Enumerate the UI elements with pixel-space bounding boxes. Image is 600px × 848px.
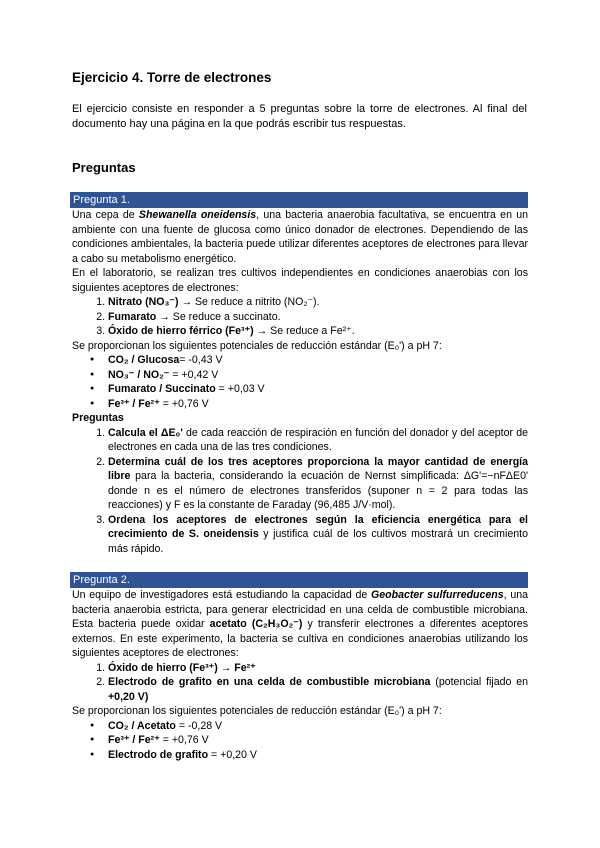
- list-item: ● Fe³⁺ / Fe²⁺ = +0,76 V: [108, 733, 528, 748]
- question-1-body: [72, 208, 528, 556]
- list-item: 2. Electrodo de grafito en una celda de combustible microbiana (potencial fijado en +0,20 V): [108, 675, 528, 704]
- list-item: ● Fe³⁺ / Fe²⁺ = +0,76 V: [108, 397, 528, 412]
- q2-paragraph-1: Un equipo de investigadores está estudiando la capacidad de Geobacter sulfurreducens, una bacteria anaerobia estricta, para generar electricidad en una celda de combustible microbiana. Esta bacteria puede oxidar acetato (C₂H₃O₂⁻) y transferir electrones a diferentes aceptores externos. En este experimento, la bacteria se cultiva en condiciones anaerobias utilizando los siguientes aceptores de electrones:: [72, 589, 529, 659]
- list-item: 2. Determina cuál de los tres aceptores proporciona la mayor cantidad de energía libre para la bacteria, considerando la ecuación de Nernst simplificada: ΔG'=−nFΔE0' donde n es el número de electrones transferidos (suponer n = 2 para todas las reacciones) y F es la constante de Faraday (96,485 J/V·mol).: [108, 455, 528, 513]
- question-2-body: [72, 588, 528, 762]
- q1-potential-list: [72, 353, 528, 411]
- q2-paragraph-3: Se proporcionan los siguientes potenciales de reducción estándar (E₀') a pH 7:: [72, 705, 442, 717]
- q1-acceptor-list: [72, 295, 528, 339]
- intro-paragraph: El ejercicio consiste en responder a 5 preguntas sobre la torre de electrones. Al final del documento hay una página en la que podrás escribir tus respuestas.: [72, 103, 527, 130]
- list-item: ● Fumarato / Succinato = +0,03 V: [108, 382, 528, 397]
- q1-question-list: [72, 426, 528, 557]
- list-item: 1. Calcula el ΔE₀' de cada reacción de respiración en función del donador y del aceptor de electrones en cada una de las tres condiciones.: [108, 426, 528, 455]
- q2-potential-list: [72, 719, 528, 763]
- list-item: 1. Óxido de hierro (Fe³⁺) → Fe²⁺: [108, 661, 528, 676]
- list-item: ● CO₂ / Glucosa= -0,43 V: [108, 353, 528, 368]
- q2-acceptor-list: [72, 661, 528, 705]
- list-item: 2. Fumarato → Se reduce a succinato.: [108, 310, 528, 325]
- q1-sub-header: Preguntas: [72, 412, 124, 424]
- question-1-header: Pregunta 1.: [70, 192, 528, 208]
- list-item: 3. Ordena los aceptores de electrones según la eficiencia energética para el crecimiento de S. oneidensis y justifica cuál de los cultivos mostrará un crecimiento más rápido.: [108, 513, 528, 557]
- document-title: Ejercicio 4. Torre de electrones: [72, 70, 272, 85]
- q1-paragraph-2: En el laboratorio, se realizan tres cultivos independientes en condiciones anaerobias con los siguientes aceptores de electrones:: [72, 267, 528, 294]
- list-item: ● NO₃⁻ / NO₂⁻ = +0,42 V: [108, 368, 528, 383]
- q1-paragraph-1: Una cepa de Shewanella oneidensis, una bacteria anaerobia facultativa, se encuentra en un ambiente con una fuente de glucosa como único donador de electrones. Dependiendo de las condiciones ambientales, la bacteria puede utilizar diferentes aceptores de electrones para llevar a cabo su metabolismo energético.: [72, 209, 528, 265]
- list-item: 1. Nitrato (NO₃⁻) → Se reduce a nitrito (NO₂⁻).: [108, 295, 528, 310]
- list-item: ● CO₂ / Acetato = -0,28 V: [108, 719, 528, 734]
- q1-paragraph-3: Se proporcionan los siguientes potenciales de reducción estándar (E₀') a pH 7:: [72, 339, 442, 352]
- list-item: 3. Óxido de hierro férrico (Fe³⁺) → Se reduce a Fe²⁺.: [108, 324, 528, 339]
- section-heading: Preguntas: [72, 160, 136, 175]
- list-item: ● Electrodo de grafito = +0,20 V: [108, 748, 528, 763]
- question-2-header: Pregunta 2.: [70, 572, 528, 588]
